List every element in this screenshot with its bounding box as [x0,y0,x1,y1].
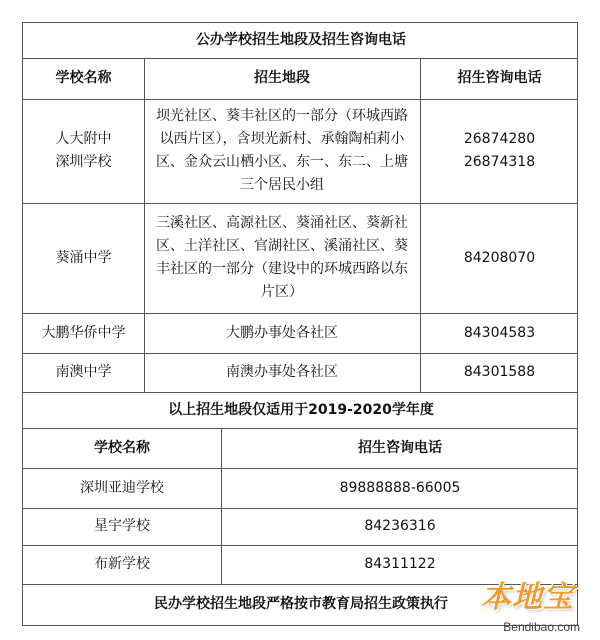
watermark-logo: 本地宝 [481,580,574,615]
private-header-phone: 招生咨询电话 [358,439,442,456]
private-school-phone: 89888888-66005 [339,479,461,496]
district-cell: 南澳办事处各社区 [226,364,338,380]
phone-number: 26874318 [463,154,536,170]
school-name-line: 人大附中 [55,131,112,147]
district-line: 区、金众云山栖小区、东一、东二、上塘 [156,154,408,170]
site-watermark [472,566,592,636]
admissions-table [22,22,578,626]
school-name-cell: 大鹏华侨中学 [41,324,126,341]
school-name-line: 深圳学校 [55,154,112,170]
validity-note: 以上招生地段仅适用于2019-2020学年度 [168,401,434,418]
header-phone: 招生咨询电话 [457,70,542,86]
district-cell: 大鹏办事处各社区 [226,324,338,341]
phone-cell [420,99,579,203]
phone-cell: 84301588 [463,364,536,380]
district-cell [144,99,420,203]
private-school-name: 布新学校 [94,556,150,572]
table-title: 公办学校招生地段及招生咨询电话 [196,32,406,48]
school-name-cell: 南澳中学 [55,364,112,380]
phone-number: 26874280 [463,131,536,147]
watermark-url: Bendibao.com [503,620,580,634]
private-school-phone: 84311122 [364,556,436,572]
district-line: 片区） [261,284,303,300]
district-line: 区、土洋社区、官湖社区、溪涌社区、葵 [156,238,408,254]
school-name-cell [23,99,144,203]
private-school-name: 深圳亚迪学校 [80,479,164,496]
school-name-line: 葵涌中学 [55,249,112,266]
footer-policy-note: 民办学校招生地段严格按市教育局招生政策执行 [154,596,448,612]
phone-cell [420,203,579,313]
phone-number: 84208070 [463,249,536,266]
private-school-name: 星宇学校 [94,518,150,534]
district-line: 三个居民小组 [240,177,324,193]
header-district: 招生地段 [254,70,310,86]
private-header-school: 学校名称 [94,439,150,456]
header-school: 学校名称 [55,70,112,86]
district-line: 三溪社区、高源社区、葵涌社区、葵新社 [156,215,408,231]
private-school-phone: 84236316 [364,518,436,534]
district-line: 坝光社区、葵丰社区的一部分（环城西路 [156,108,408,124]
district-line: 丰社区的一部分（建设中的环城西路以东 [156,261,408,277]
school-name-cell [23,203,144,313]
phone-cell: 84304583 [463,324,536,341]
district-cell [144,203,420,313]
district-line: 以西片区），含坝光新村、承翰陶柏莉小 [159,131,405,147]
